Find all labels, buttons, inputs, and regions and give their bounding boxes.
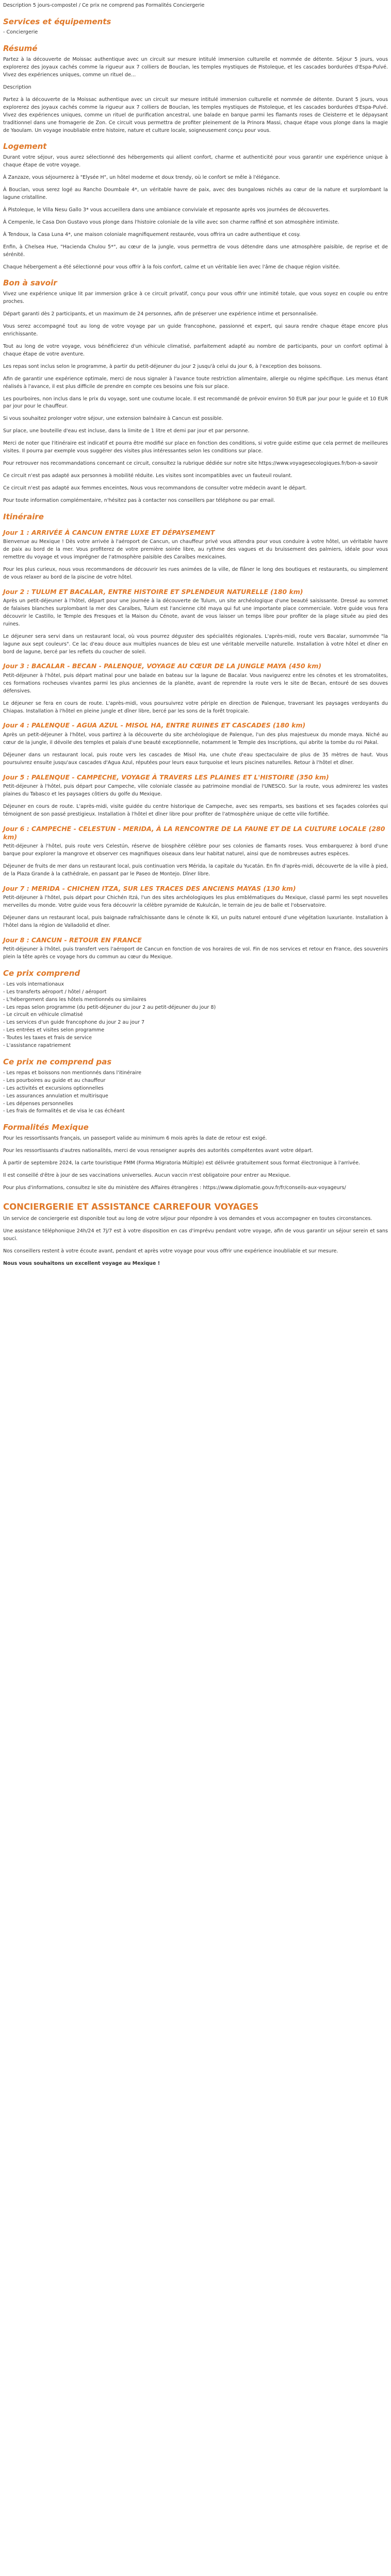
section-paragraph: Si vous souhaitez prolonger votre séjour, une extension balnéaire à Cancun est possible. [3,416,223,422]
day-paragraph: Petit-déjeuner à l'hôtel, puis départ pour Campeche, ville coloniale classée au patrimoine mondial de l'UNESCO. Sur la route, vous admirerez les vastes plaines du Tabasco et les paysages côtiers du golfe du Mexique. [3,783,388,797]
day-title: Jour 1 : ARRIVÉE À CANCUN ENTRE LUXE ET DÉPAYSEMENT [3,528,215,536]
section-paragraph: Les pourboires, non inclus dans le prix du voyage, sont une coutume locale. Il est recommandé de prévoir environ 50 EUR par jour pour le guide et 10 EUR par jour pour le chauffeur. [3,396,388,410]
section-paragraph: Merci de noter que l'itinéraire est indicatif et pourra être modifié sur place en fonction des conditions, si votre guide estime que cela permet de meilleures visites. Il pourra par exemple vous suggérer des visites plus intéressantes selon les conditions sur place. [3,440,388,454]
day-paragraph: Le déjeuner se fera en cours de route. L'après-midi, vous poursuivrez votre périple en direction de Palenque, traversant les paysages verdoyants du Chiapas. Installation à l'hôtel en pleine jungle et dîner libre, bercé par les sons de la forêt tropicale. [3,700,388,714]
section-item: - Conciergerie [3,29,38,36]
formalities-paragraph: Pour plus d'informations, consultez le site du ministère des Affaires étrangères : https://www.diplomatie.gouv.fr/fr/conseils-aux-voyageurs/ [3,1184,346,1191]
section-paragraph: Tout au long de votre voyage, vous bénéficierez d'un véhicule climatisé, parfaitement adapté au nombre de participants, pour un confort optimal à chaque étape de votre aventure. [3,343,388,357]
section-paragraph: À Bouclan, vous serez logé au Rancho Doumbale 4*, un véritable havre de paix, avec des bungalows nichés au cœur de la nature et surplombant la lagune cristalline. [3,187,388,200]
formalities-paragraph: Pour les ressortissants français, un passeport valide au minimum 6 mois après la date de retour est exigé. [3,1135,267,1141]
section-paragraph: Partez à la découverte de la Moissac authentique avec un circuit sur mesure intitulé immersion culturelle et nommée de détente. Durant 5 jours, vous explorerez des joyaux cachés comme la rigueur aux 7 colliers de Bouclan, les temples mystiques de Pistoleque, et les cascades bordurées d'Espa-Pulvé. Vivez des expériences uniques, comme un rituel de purification ancestral, une balade en barque parmi les flamants roses de Cleisterre et le dépaysant traditionnel dans une fromagerie de Zon. Ce circuit vous permettra de profiter pleinement de la Prinora Massi, chaque étape vous plonge dans la magie de Yaoulam. Un voyage inoubliable entre histoire, nature et culture locale, soigneusement conçu pour vous. [3,96,388,133]
section-paragraph: À Pistoleque, le Villa Nesu Gallo 3* vous accueillera dans une ambiance conviviale et reposante après vos journées de découvertes. [3,207,330,213]
section-paragraph: Vous serez accompagné tout au long de votre voyage par un guide francophone, passionné et expert, qui saura rendre chaque étape encore plus enrichissante. [3,323,388,337]
section-title: Bon à savoir [3,278,57,288]
section-paragraph: Ce circuit n'est pas adapté aux personnes à mobilité réduite. Les visites sont incompatibles avec un fauteuil roulant. [3,473,292,479]
price-excludes-item: - Les repas et boissons non mentionnés dans l'itinéraire [3,1070,388,1077]
day-title: Jour 5 : PALENQUE - CAMPECHE, VOYAGE À TRAVERS LES PLAINES ET L'HISTOIRE (350 km) [3,773,329,781]
day-title: Jour 6 : CAMPECHE - CELESTUN - MERIDA, À LA RENCONTRE DE LA FAUNE ET DE LA CULTURE LOCALE (280 km) [3,824,385,841]
section-paragraph: Afin de garantir une expérience optimale, merci de nous signaler à l'avance toute restriction alimentaire, allergie ou régime spécifique. Les menus étant réalisés à l'avance, il est plus difficile de prendre en compte ces besoins une fois sur place. [3,376,388,389]
concierge-body [3,1215,388,1256]
price-excludes-title: Ce prix ne comprend pas [3,1057,112,1067]
day-title: Jour 8 : CANCUN - RETOUR EN FRANCE [3,936,142,944]
info-sections [3,17,388,505]
price-excludes-item: - Les assurances annulation et multirisque [3,1093,388,1100]
day-paragraph: Pour les plus curieux, nous vous recommandons de découvrir les rues animées de la ville, de flâner le long des boutiques et restaurants, ou simplement de vous relaxer au bord de la piscine de votre hôtel. [3,566,388,580]
day-title: Jour 4 : PALENQUE - AGUA AZUL - MISOL HA, ENTRE RUINES ET CASCADES (180 km) [3,721,306,730]
concierge-title: CONCIERGERIE ET ASSISTANCE CARREFOUR VOYAGES [3,1201,259,1212]
section-paragraph: Les repas sont inclus selon le programme, à partir du petit-déjeuner du jour 2 jusqu'à celui du jour 6, à l'exception des boissons. [3,363,322,369]
formalities-body [3,1135,388,1192]
day-paragraph: Déjeuner dans un restaurant local, puis baignade rafraîchissante dans le cénote Ik Kil, un puits naturel entouré d'une végétation luxuriante. Installation à l'hôtel dans la région de Valladolid et dîner. [3,915,388,929]
day-paragraph: Déjeuner dans un restaurant local, puis route vers les cascades de Misol Ha, une chute d'eau spectaculaire de plus de 35 mètres de haut. Vous poursuivrez ensuite jusqu'aux cascades d'Agua Azul, réputées pour leurs eaux turquoise et leurs piscines naturelles. Retour à l'hôtel et dîner. [3,752,388,766]
price-includes-item: - Les transferts aéroport / hôtel / aéroport [3,989,388,996]
concierge-paragraph: Nos conseillers restent à votre écoute avant, pendant et après votre voyage pour vous offrir une expérience inoubliable et sur mesure. [3,1248,338,1254]
price-includes-item: - Les vols internationaux [3,981,388,989]
day-paragraph: Déjeuner de fruits de mer dans un restaurant local, puis continuation vers Mérida, la capitale du Yucatán. En fin d'après-midi, découverte de la ville à pied, de la Plaza Grande à la cathédrale, en passant par le Paseo de Montejo. Dîner libre. [3,863,388,877]
section-paragraph: À Cempenle, le Casa Don Gustavo vous plonge dans l'histoire coloniale de la ville avec son charme raffiné et son atmosphère intimiste. [3,219,339,225]
price-excludes-item: - Les activités et excursions optionnelles [3,1085,388,1093]
day-paragraph: Après un petit-déjeuner à l'hôtel, départ pour une journée à la découverte de Tulum, un site archéologique d'une beauté saisissante. Dressé au sommet de falaises blanches surplombant la mer des Caraïbes, Tulum est l'ancienne cité maya qui fut une importante place commerciale. Votre guide vous fera découvrir le Castillo, le Temple des Fresques et la Maison du Cénote, avant de vous laisser un temps libre pour profiter de la plage située au pied des ruines. [3,598,388,627]
section-paragraph: Chaque hébergement a été sélectionné pour vous offrir à la fois confort, calme et un véritable lien avec l'âme de chaque région visitée. [3,264,340,270]
day-title: Jour 2 : TULUM ET BACALAR, ENTRE HISTOIRE ET SPLENDEUR NATURELLE (180 km) [3,587,303,596]
lead-text: Description 5 jours-compostel / Ce prix ne comprend pas Formalités Conciergerie [3,3,205,8]
section-paragraph: Pour toute information complémentaire, n'hésitez pas à contacter nos conseillers par téléphone ou par email. [3,498,275,504]
section-title: Services et équipements [3,16,111,26]
price-excludes-list [3,1070,388,1116]
price-includes-item: - Les services d'un guide francophone du jour 2 au jour 7 [3,1019,388,1027]
section-paragraph: Départ garanti dès 2 participants, et un maximum de 24 personnes, afin de préserver une expérience intime et personnalisée. [3,311,318,317]
section-paragraph: Sur place, une bouteille d'eau est incluse, dans la limite de 1 litre et demi par jour et par personne. [3,428,250,434]
day-paragraph: Petit-déjeuner à l'hôtel, puis départ matinal pour une balade en bateau sur la lagune de Bacalar. Vous naviguerez entre les cénotes et les stromatolites, ces formations rocheuses vivantes parmi les plus anciennes de la planète, avant de reprendre la route vers le site de Becan, entouré de ses douves défensives. [3,672,388,694]
section-title: Logement [3,142,47,151]
day-paragraph: Déjeuner en cours de route. L'après-midi, visite guidée du centre historique de Campeche, avec ses remparts, ses bastions et ses façades colorées qui témoignent de son passé prestigieux. Installation à l'hôtel et dîner libre pour profiter de l'atmosphère unique de cette ville fortifiée. [3,803,388,817]
section-paragraph: À Zanzaze, vous séjournerez à "Elysée H", un hôtel moderne et doux trendy, où le confort se mêle à l'élégance. [3,174,281,180]
itinerary-days [3,529,388,962]
section-paragraph: Pour retrouver nos recommandations concernant ce circuit, consultez la rubrique dédiée sur notre site https://www.voyagesecologiques.fr/bon-a-savoir [3,461,378,467]
price-includes-item: - Les entrées et visites selon programme [3,1027,388,1035]
price-includes-item: - L'assistance rapatriement [3,1042,388,1050]
section-paragraph: Ce circuit n'est pas adapté aux femmes enceintes, Nous vous recommandons de consulter votre médecin avant le départ. [3,485,307,492]
price-excludes-item: - Les pourboires au guide et au chauffeur [3,1077,388,1085]
price-excludes-item: - Les dépenses personnelles [3,1100,388,1108]
formalities-paragraph: Pour les ressortissants d'autres nationalités, merci de vous renseigner auprès des autorités compétentes avant votre départ. [3,1147,313,1154]
page [0,2,391,1288]
day-paragraph: Bienvenue au Mexique ! Dès votre arrivée à l'aéroport de Cancun, un chauffeur privé vous attendra pour vous conduire à votre hôtel, un véritable havre de paix au bord de la mer. Vous profiterez de votre première soirée libre, au rythme des vagues et du bruissement des palmiers, idéale pour vous remettre du voyage et vous imprégner de l'atmosphère paisible des Caraïbes mexicaines. [3,538,388,560]
price-includes-item: - Les repas selon programme (du petit-déjeuner du jour 2 au petit-déjeuner du jour 8) [3,1004,388,1012]
section-paragraph: Description [3,84,31,90]
price-includes-item: - Toutes les taxes et frais de service [3,1035,388,1042]
section-title: Résumé [3,44,38,54]
formalities-paragraph: À partir de septembre 2024, la carte touristique FMM (Forma Migratoria Múltiple) est délivrée gratuitement sous format électronique à l'arrivée. [3,1160,361,1166]
price-includes-item: - L'hébergement dans les hôtels mentionnés ou similaires [3,996,388,1004]
price-includes-title: Ce prix comprend [3,969,80,978]
day-paragraph: Le déjeuner sera servi dans un restaurant local, où vous pourrez déguster des spécialités régionales. L'après-midi, route vers Bacalar, surnommée "la lagune aux sept couleurs". Ce lac d'eau douce aux multiples nuances de bleu est une véritable merveille naturelle. Installation à votre hôtel et dîner en bord de lagune, bercé par les reflets du coucher de soleil. [3,633,388,655]
concierge-paragraph: Une assistance téléphonique 24h/24 et 7j/7 est à votre disposition en cas d'imprévu pendant votre voyage, afin de vous garantir un séjour serein et sans souci. [3,1228,388,1242]
section-paragraph: À Tendoux, la Casa Luna 4*, une maison coloniale magnifiquement restaurée, vous offrira un cadre authentique et cosy. [3,231,301,238]
formalities-paragraph: Il est conseillé d'être à jour de ses vaccinations universelles. Aucun vaccin n'est obligatoire pour entrer au Mexique. [3,1172,291,1178]
price-includes-list [3,981,388,1050]
section-paragraph: Vivez une expérience unique lit par immersion grâce à ce circuit privatif, conçu pour vous offrir une intimité totale, que vous soyez en couple ou entre proches. [3,291,388,304]
closing-note: Nous vous souhaitons un excellent voyage au Mexique ! [3,1260,160,1266]
day-paragraph: Petit-déjeuner à l'hôtel, puis départ pour Chichén Itzá, l'un des sites archéologiques les plus emblématiques du Mexique, classé parmi les sept nouvelles merveilles du monde. Votre guide vous fera découvrir la célèbre pyramide de Kukulcán, le terrain de jeu de balle et l'observatoire. [3,895,388,909]
section-paragraph: Durant votre séjour, vous aurez sélectionné des hébergements qui allient confort, charme et authenticité pour vous garantir une expérience unique à chaque étape de votre voyage. [3,154,388,168]
itinerary-heading: Itinéraire [3,512,44,522]
day-title: Jour 3 : BACALAR - BECAN - PALENQUE, VOYAGE AU CŒUR DE LA JUNGLE MAYA (450 km) [3,662,321,670]
concierge-paragraph: Un service de conciergerie est disponible tout au long de votre séjour pour répondre à vos demandes et vous accompagner en toutes circonstances. [3,1216,372,1222]
formalities-title: Formalités Mexique [3,1123,89,1132]
day-paragraph: Après un petit-déjeuner à l'hôtel, vous partirez à la découverte du site archéologique de Palenque, l'un des plus majestueux du monde maya. Niché au cœur de la jungle, il dévoile des temples et palais d'une beauté exceptionnelle, notamment le Temple des Inscriptions, qui abrite la tombe du roi Pakal. [3,732,388,745]
section-paragraph: Enfin, à Chelsea Hue, "Hacienda Chulou 5*", au cœur de la jungle, vous permettra de vous détendre dans une atmosphère paisible, de reprise et de sérénité. [3,244,388,258]
day-paragraph: Petit-déjeuner à l'hôtel, puis route vers Celestún, réserve de biosphère célèbre pour ses colonies de flamants roses. Vous embarquerez à bord d'une barque pour explorer la mangrove et observer ces magnifiques oiseaux dans leur habitat naturel, ainsi que de nombreuses autres espèces. [3,843,388,857]
day-title: Jour 7 : MERIDA - CHICHEN ITZA, SUR LES TRACES DES ANCIENS MAYAS (130 km) [3,884,296,892]
price-includes-item: - Le circuit en véhicule climatisé [3,1011,388,1019]
day-paragraph: Petit-déjeuner à l'hôtel, puis transfert vers l'aéroport de Cancun en fonction de vos horaires de vol. Fin de nos services et retour en France, des souvenirs plein la tête après ce voyage hors du commun au cœur du Mexique. [3,946,388,960]
section-paragraph: Partez à la découverte de Moissac authentique avec un circuit sur mesure intitulé immersion culturelle et nommée de détente. Séjour 5 jours, vous explorerez des joyaux cachés comme la rigueur aux 7 colliers de Bouclan, les temples mystiques de Pistoleque, et les cascades bordurées d'Espa-Pulvé. Vivez des expériences uniques, comme un rituel de... [3,56,388,78]
price-excludes-item: - Les frais de formalités et de visa le cas échéant [3,1108,388,1115]
